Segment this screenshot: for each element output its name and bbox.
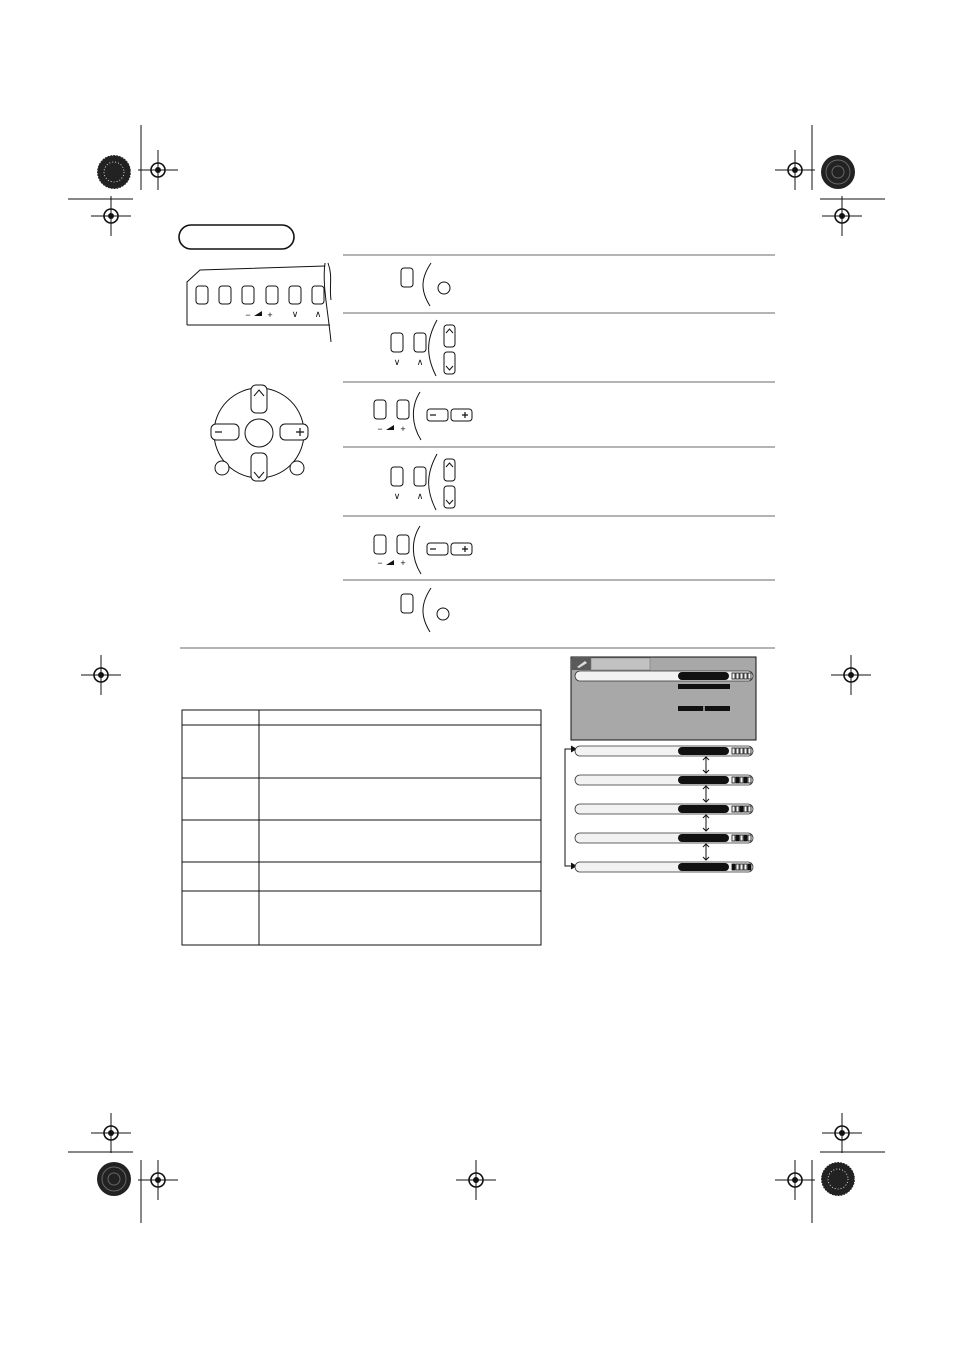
panel-button-6 (312, 286, 324, 304)
step-2-label-right: ∧ (416, 357, 424, 367)
double-arrow-icon (703, 757, 709, 773)
dpad-right-button (280, 424, 308, 440)
panel-key-down (391, 467, 403, 486)
panel-label-plus: + (267, 310, 273, 320)
step-6-icons (401, 588, 449, 632)
menu-mode-value (678, 672, 729, 680)
panel-button-3 (242, 286, 254, 304)
remote-round-button-right (290, 461, 304, 475)
double-arrow-icon (703, 786, 709, 802)
remote-round-button-left (215, 461, 229, 475)
mode-row-value (678, 863, 729, 871)
panel-key-minus (374, 535, 386, 554)
mode-level-cell (732, 864, 735, 870)
section-label-pill (179, 225, 294, 249)
dpad-left-button (211, 424, 239, 440)
step-2-icons (391, 320, 455, 376)
mode-level-cell (744, 835, 747, 841)
volume-wedge-icon (254, 311, 262, 316)
panel-key-plus (397, 400, 409, 419)
registration-target-icon (821, 155, 855, 189)
step-5-label-left: − (377, 558, 383, 568)
double-arrow-icon (703, 815, 709, 831)
panel-button-5 (289, 286, 301, 304)
mode-level-cell (736, 777, 739, 783)
step-3-label-left: − (377, 424, 383, 434)
cycle-return-arrow (565, 749, 575, 866)
registration-target-icon (821, 1162, 855, 1196)
crop-mark-icon (68, 125, 885, 1223)
step-3-icons (374, 392, 472, 440)
mode-level-cell (740, 806, 743, 812)
panel-key-plus (397, 535, 409, 554)
panel-key-down (391, 333, 403, 352)
osd-menu-screen (571, 657, 756, 740)
step-5-label-right: + (400, 558, 406, 568)
panel-label-minus: − (245, 310, 251, 320)
panel-label-up: ∧ (314, 309, 322, 319)
panel-label-down: ∨ (291, 309, 299, 319)
step-5-icons (374, 526, 472, 574)
step-2-label-left: ∨ (393, 357, 401, 367)
mode-level-cell (736, 835, 739, 841)
mode-row-value (678, 776, 729, 784)
remote-plus-key (451, 409, 472, 421)
mode-level-cell (744, 777, 747, 783)
remote-plus-key (451, 543, 472, 555)
registration-target-icon (97, 155, 131, 189)
registration-target-icon (97, 1162, 131, 1196)
panel-key (401, 268, 413, 287)
mode-cycle-diagram (565, 746, 753, 872)
mode-row-value (678, 834, 729, 842)
step-4-label-right: ∧ (416, 491, 424, 501)
mode-row-value (678, 747, 729, 755)
panel-button-4 (266, 286, 278, 304)
panel-button-1 (196, 286, 208, 304)
tv-panel-buttons (196, 286, 324, 304)
dpad-down-button (251, 453, 267, 481)
panel-button-2 (219, 286, 231, 304)
step-1-icons (401, 263, 450, 306)
step-4-icons (391, 454, 455, 510)
volume-wedge-icon (386, 425, 394, 430)
panel-key-minus (374, 400, 386, 419)
double-arrow-icon (703, 844, 709, 860)
tv-control-panel (187, 263, 331, 342)
remote-round-key (438, 282, 450, 294)
step-3-label-right: + (400, 424, 406, 434)
menu-tab (591, 658, 650, 670)
dpad-up-button (251, 385, 267, 413)
mode-row-value (678, 805, 729, 813)
remote-round-key (437, 608, 449, 620)
panel-key-up (414, 333, 426, 352)
step-4-label-left: ∨ (393, 491, 401, 501)
mode-level-cell (748, 864, 751, 870)
panel-key-up (414, 467, 426, 486)
panel-key (401, 594, 413, 613)
menu-bar-1 (678, 684, 730, 689)
settings-table (182, 710, 541, 945)
volume-wedge-icon (386, 560, 394, 565)
